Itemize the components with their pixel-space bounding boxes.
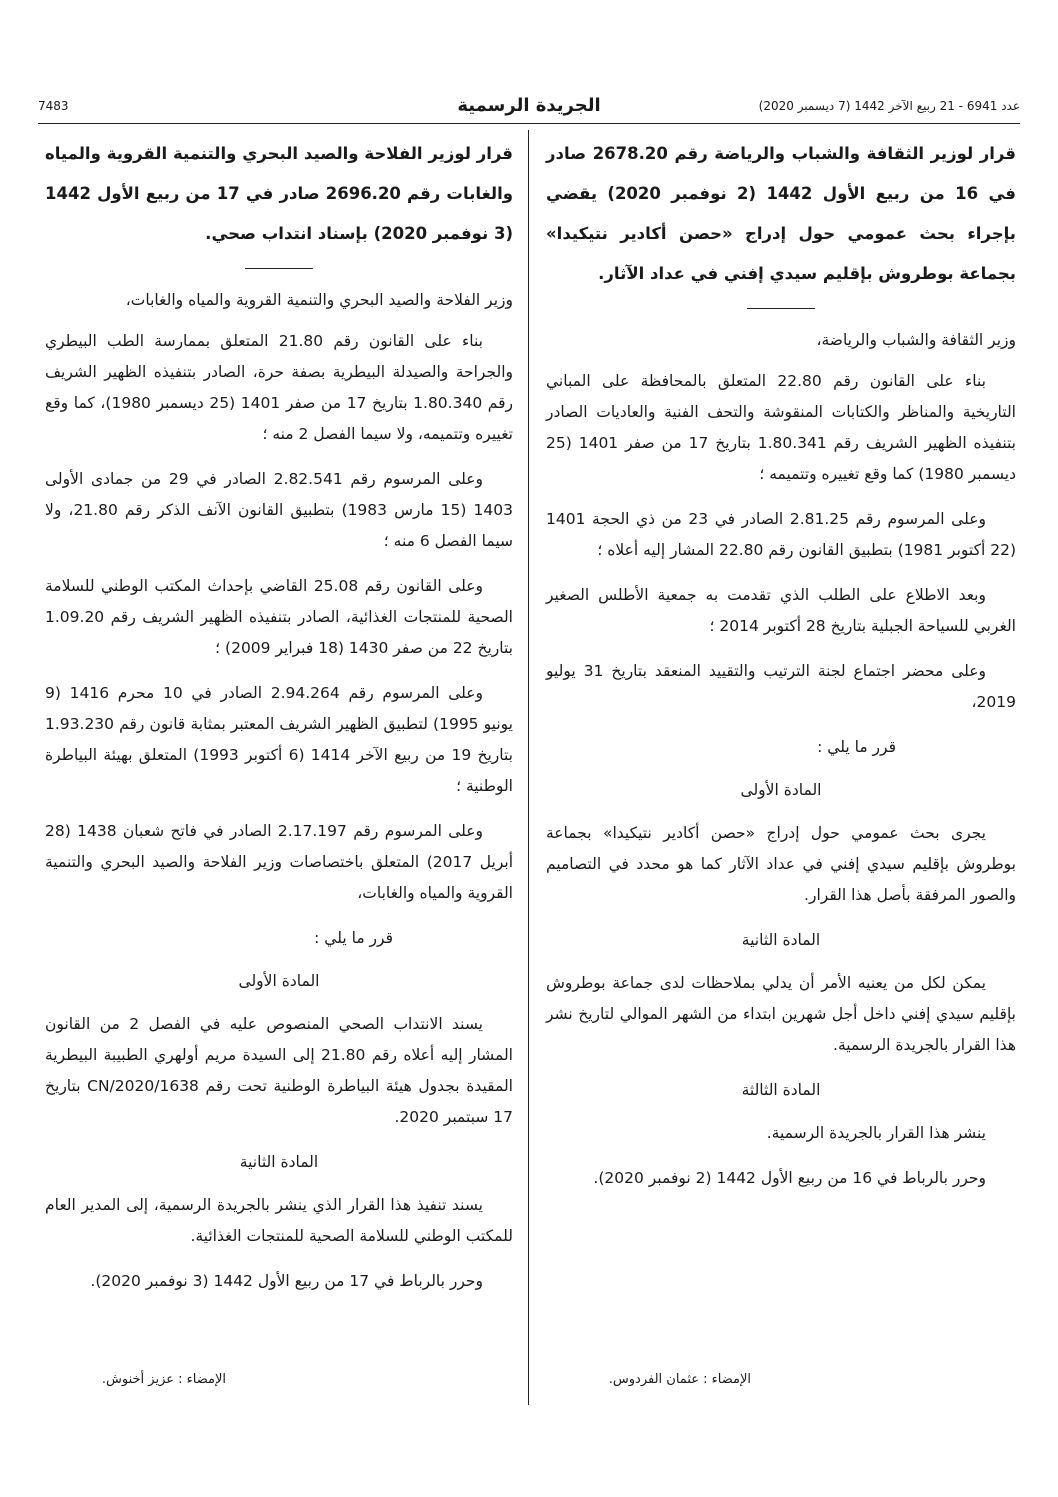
recital: وعلى محضر اجتماع لجنة الترتيب والتقييد المنعقد بتاريخ 31 يوليو 2019،	[546, 662, 1016, 711]
resolved-line: قرر ما يلي :	[817, 738, 896, 756]
column-divider	[528, 130, 529, 1405]
recital: بناء على القانون رقم 21.80 المتعلق بممارسة الطب البيطري والجراحة والصيدلة البيطرية بصفة حرة، الصادر بتنفيذه الظهير الشريف رقم 1.80.340 بتاريخ 17 من صفر 1401 (25 ديسمبر 1980)، كما وقع تغييره وتتميمه، ولا سيما الفصل 2 منه ؛	[45, 332, 514, 443]
signature: الإمضاء : عثمان الفردوس.	[608, 1372, 751, 1387]
recital: بناء على القانون رقم 22.80 المتعلق بالمحافظة على المباني التاريخية والمناظر والكتابات المنقوشة والتحف الفنية والعاديات الصادر بتنفيذه الظهير الشريف رقم 1.80.341 بتاريخ 17 من صفر 1401 (25 ديسمبر 1980) كما وقع تغييره وتتميمه ؛	[546, 372, 1016, 483]
gazette-title: الجريدة الرسمية	[457, 95, 601, 116]
article-title: المادة الأولى	[238, 972, 320, 990]
recital: وعلى المرسوم رقم 2.94.264 الصادر في 10 محرم 1416 (9 يونيو 1995) لتطبيق الظهير الشريف المعتبر بمثابة قانون رقم 1.93.230 بتاريخ 19 من ربيع الآخر 1414 (6 أكتوبر 1993) المتعلق بهيئة البياطرة الوطنية ؛	[45, 684, 513, 795]
title-separator	[747, 308, 815, 309]
decree-culture	[546, 134, 1016, 1208]
article-text: يسند الانتداب الصحي المنصوص عليه في الفصل 2 من القانون المشار إليه أعلاه رقم 21.80 إلى السيدة مريم أولهري الطبيبة البيطرية المقيدة بجدول هيئة البياطرة الوطنية تحت رقم 1638/CN/2020 بتاريخ 17 سبتمبر 2020.	[45, 1015, 513, 1126]
closing-line: وحرر بالرباط في 17 من ربيع الأول 1442 (3 نوفمبر 2020).	[90, 1272, 483, 1290]
header-rule	[38, 123, 1020, 124]
recital: وعلى المرسوم رقم 2.81.25 الصادر في 23 من ذي الحجة 1401 (22 أكتوبر 1981) بتطبيق القانون رقم 22.80 المشار إليه أعلاه ؛	[546, 510, 1016, 559]
signature: الإمضاء : عزيز أخنوش.	[101, 1372, 226, 1387]
article-title: المادة الثانية	[239, 1153, 319, 1171]
recital: وبعد الاطلاع على الطلب الذي تقدمت به جمعية الأطلس الصغير الغربي للسياحة الجبلية بتاريخ 28 أكتوبر 2014 ؛	[546, 586, 1016, 635]
issue-info: عدد 6941 - 21 ربيع الآخر 1442 (7 ديسمبر 2020)	[758, 99, 1020, 113]
recital: وعلى المرسوم رقم 2.82.541 الصادر في 29 من جمادى الأولى 1403 (15 مارس 1983) بتطبيق القانون الآنف الذكر رقم 21.80، ولا سيما الفصل 6 منه ؛	[45, 470, 513, 550]
minister-line: وزير الفلاحة والصيد البحري والتنمية القروية والمياه والغابات،	[125, 291, 513, 309]
page-header	[38, 95, 1020, 119]
article-text: ينشر هذا القرار بالجريدة الرسمية.	[766, 1124, 986, 1142]
minister-line: وزير الثقافة والشباب والرياضة،	[816, 331, 1016, 349]
closing-line: وحرر بالرباط في 16 من ربيع الأول 1442 (2 نوفمبر 2020).	[593, 1169, 986, 1187]
article-title: المادة الثانية	[741, 931, 821, 949]
recital: وعلى القانون رقم 25.08 القاضي بإحداث المكتب الوطني للسلامة الصحية للمنتجات الغذائية، الصادر بتنفيذه الظهير الشريف رقم 1.09.20 بتاريخ 22 من صفر 1430 (18 فبراير 2009) ؛	[45, 577, 513, 657]
article-text: يجرى بحث عمومي حول إدراج «حصن أكادير نتيكيدا» بجماعة بوطروش بإقليم سيدي إفني في عداد الآثار كما هو محدد في التصاميم والصور المرفقة بأصل هذا القرار.	[546, 824, 1016, 904]
recital: وعلى المرسوم رقم 2.17.197 الصادر في فاتح شعبان 1438 (28 أبريل 2017) المتعلق باختصاصات وزير الفلاحة والصيد البحري والتنمية القروية والمياه والغابات،	[45, 822, 513, 902]
resolved-line: قرر ما يلي :	[314, 929, 393, 947]
decree-title: قرار لوزير الثقافة والشباب والرياضة رقم 2678.20 صادر في 16 من ربيع الأول 1442 (2 نوفمبر 2020) يقضي بإجراء بحث عمومي حول إدراج «حصن أكادير نتيكيدا» بجماعة بوطروش بإقليم سيدي إفني في عداد الآثار.	[546, 144, 1016, 283]
decree-agriculture	[45, 134, 513, 1311]
article-title: المادة الثالثة	[741, 1081, 821, 1099]
page-number: 7483	[38, 99, 69, 113]
title-separator	[245, 268, 313, 269]
article-text: يسند تنفيذ هذا القرار الذي ينشر بالجريدة الرسمية، إلى المدير العام للمكتب الوطني للسلامة الصحية للمنتجات الغذائية.	[45, 1196, 513, 1245]
article-title: المادة الأولى	[740, 781, 822, 799]
decree-title: قرار لوزير الفلاحة والصيد البحري والتنمية القروية والمياه والغابات رقم 2696.20 صادر في 17 من ربيع الأول 1442 (3 نوفمبر 2020) بإسناد انتداب صحي.	[45, 144, 514, 243]
article-text: يمكن لكل من يعنيه الأمر أن يدلي بملاحظات لدى جماعة بوطروش بإقليم سيدي إفني داخل أجل شهرين ابتداء من الشهر الموالي لتاريخ نشر هذا القرار بالجريدة الرسمية.	[546, 974, 1016, 1054]
